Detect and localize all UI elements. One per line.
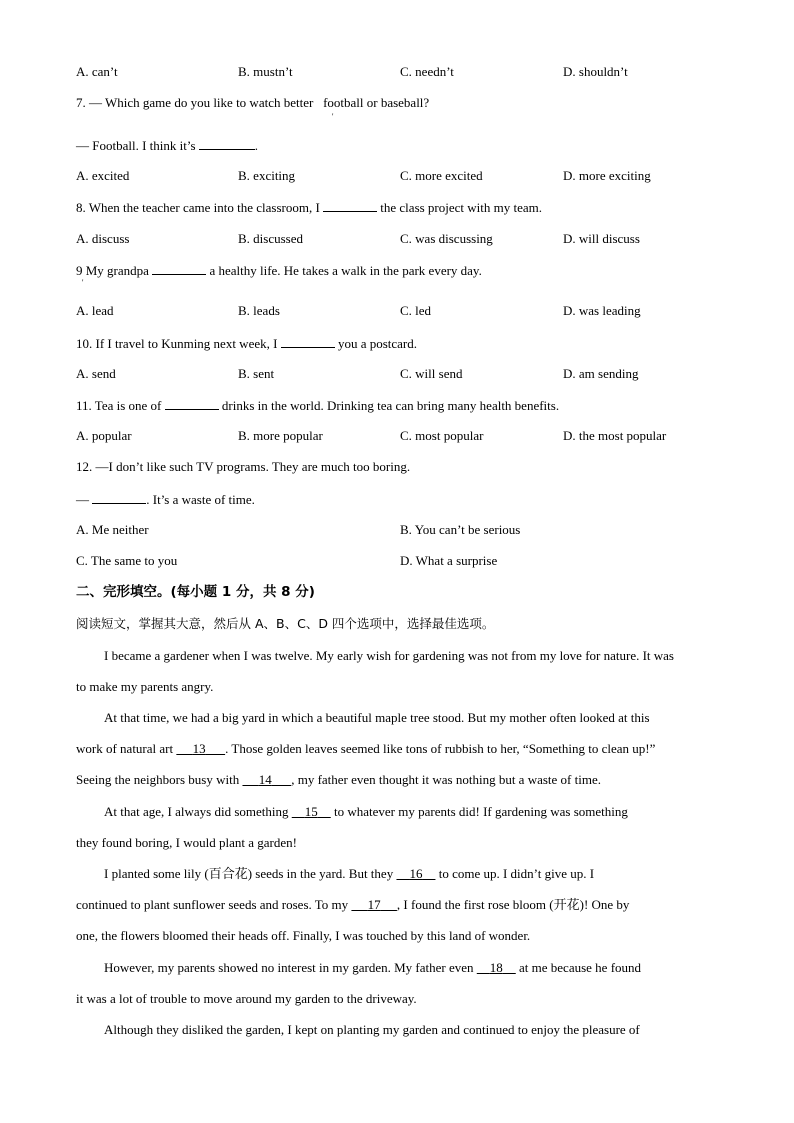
stray-mark: ' xyxy=(82,278,84,287)
q6-option-a: A. can’t xyxy=(76,64,118,79)
q9-question: 9 My grandpa a healthy life. He takes a walk in the park every day. xyxy=(76,263,482,278)
q7-answer: — Football. I think it’s . xyxy=(76,138,259,153)
passage-line: I planted some lily (百合花) seeds in the yard. But they 16 to come up. I didn’t give up. I xyxy=(104,866,595,881)
answer-blank xyxy=(281,335,335,348)
blank-14: 14 xyxy=(258,772,272,787)
answer-blank xyxy=(152,262,206,275)
q6-options xyxy=(76,64,726,80)
q12-option-d: D. What a surprise xyxy=(400,553,498,568)
blank-15: 15 xyxy=(304,804,318,819)
q11-option-a: A. popular xyxy=(76,428,132,443)
passage-line: At that age, I always did something 15 to whatever my parents did! If gardening was something xyxy=(104,804,628,819)
passage-line: At that time, we had a big yard in which a beautiful maple tree stood. But my mother often looked at this xyxy=(104,710,650,725)
q8-option-a: A. discuss xyxy=(76,231,130,246)
passage-line: I became a gardener when I was twelve. My early wish for gardening was not from my love for nature. It was xyxy=(104,648,674,663)
q8-question: 8. When the teacher came into the classroom, I the class project with my team. xyxy=(76,200,543,215)
blank-16: 16 xyxy=(409,866,423,881)
q10-options xyxy=(76,366,726,382)
section-instruction: 阅读短文，掌握其大意，然后从 A、B、C、D 四个选项中，选择最佳选项。 xyxy=(76,616,495,631)
q9-option-b: B. leads xyxy=(238,303,280,318)
q12-question: 12. —I don’t like such TV programs. They are much too boring. xyxy=(76,459,411,474)
q7-option-a: A. excited xyxy=(76,168,130,183)
q10-option-d: D. am sending xyxy=(563,366,639,381)
passage-line: continued to plant sunflower seeds and roses. To my 17 , I found the first rose bloom (开花)! One by xyxy=(76,897,630,912)
q7-option-b: B. exciting xyxy=(238,168,296,183)
stray-mark: ' xyxy=(332,112,334,121)
blank-13: 13 xyxy=(192,741,206,756)
q12-answer: — . It’s a waste of time. xyxy=(76,492,255,507)
blank-17: 17 xyxy=(367,897,381,912)
q6-option-d: D. shouldn’t xyxy=(563,64,628,79)
blank-18: 18 xyxy=(489,960,503,975)
answer-blank xyxy=(165,397,219,410)
q12-options-row1 xyxy=(76,522,726,538)
q11-option-c: C. most popular xyxy=(400,428,484,443)
q9-options xyxy=(76,303,726,319)
q8-option-d: D. will discuss xyxy=(563,231,640,246)
q12-option-b: B. You can’t be serious xyxy=(400,522,521,537)
q10-option-c: C. will send xyxy=(400,366,463,381)
q11-question: 11. Tea is one of drinks in the world. Drinking tea can bring many health benefits. xyxy=(76,398,560,413)
q12-option-c: C. The same to you xyxy=(76,553,178,568)
passage-line: it was a lot of trouble to move around my garden to the driveway. xyxy=(76,991,417,1006)
answer-blank xyxy=(323,199,377,212)
q7-question: 7. — Which game do you like to watch better football or baseball? xyxy=(76,95,430,110)
q10-option-b: B. sent xyxy=(238,366,275,381)
q9-option-d: D. was leading xyxy=(563,303,641,318)
q12-options-row2 xyxy=(76,553,726,569)
q6-option-c: C. needn’t xyxy=(400,64,454,79)
q7-options xyxy=(76,168,726,184)
q8-option-b: B. discussed xyxy=(238,231,303,246)
passage-line: one, the flowers bloomed their heads off. Finally, I was touched by this land of wonder. xyxy=(76,928,531,943)
q11-option-d: D. the most popular xyxy=(563,428,667,443)
q9-option-a: A. lead xyxy=(76,303,114,318)
q11-options xyxy=(76,428,726,444)
passage-line: However, my parents showed no interest in my garden. My father even 18 at me because he found xyxy=(104,960,642,975)
q10-question: 10. If I travel to Kunming next week, I you a postcard. xyxy=(76,336,418,351)
q7-option-c: C. more excited xyxy=(400,168,483,183)
q8-option-c: C. was discussing xyxy=(400,231,493,246)
q8-options xyxy=(76,231,726,247)
passage-line: Although they disliked the garden, I kept on planting my garden and continued to enjoy the pleasure of xyxy=(104,1022,640,1037)
q9-option-c: C. led xyxy=(400,303,432,318)
q10-option-a: A. send xyxy=(76,366,116,381)
passage-line: work of natural art 13 . Those golden leaves seemed like tons of rubbish to her, “Something to clean up!” xyxy=(76,741,656,756)
passage-line: to make my parents angry. xyxy=(76,679,214,694)
answer-blank xyxy=(199,137,255,150)
passage-line: they found boring, I would plant a garden! xyxy=(76,835,297,850)
answer-blank xyxy=(92,491,146,504)
q6-option-b: B. mustn’t xyxy=(238,64,293,79)
passage-line: Seeing the neighbors busy with 14 , my father even thought it was nothing but a waste of time. xyxy=(76,772,601,787)
q12-option-a: A. Me neither xyxy=(76,522,149,537)
q11-option-b: B. more popular xyxy=(238,428,323,443)
section-heading: 二、完形填空。(每小题 1 分，共 8 分) xyxy=(76,584,315,600)
q7-option-d: D. more exciting xyxy=(563,168,651,183)
